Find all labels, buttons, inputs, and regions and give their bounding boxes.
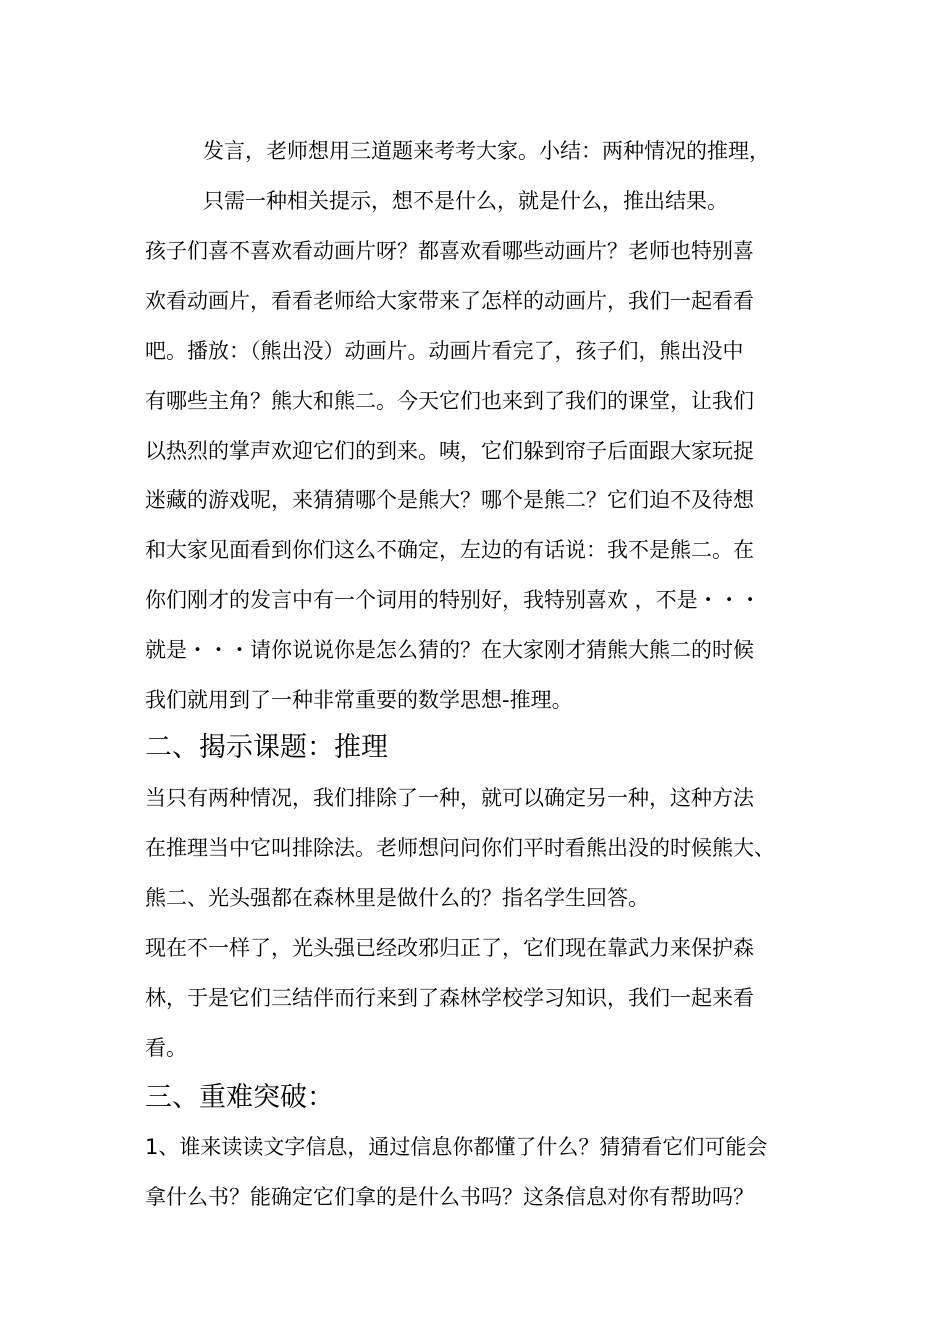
intro-line-1: 发言，老师想用三道题来考考大家。小结：两种情况的推理，: [203, 139, 770, 163]
paragraph-line: 在推理当中它叫排除法。老师想问问你们平时看熊出没的时候熊大、: [145, 836, 775, 860]
paragraph-line: 以热烈的掌声欢迎它们的到来。咦，它们躲到帘子后面跟大家玩捉: [145, 439, 754, 463]
paragraph-line: 你们刚才的发言中有一个词用的特别好，我特别喜欢 ，不是・・・: [145, 588, 761, 612]
paragraph-line: 迷藏的游戏呢，来猜猜哪个是熊大？哪个是熊二？它们迫不及待想: [145, 488, 754, 512]
paragraph-line: 欢看动画片，看看老师给大家带来了怎样的动画片，我们一起看看: [145, 289, 754, 313]
paragraph-line: 当只有两种情况，我们排除了一种，就可以确定另一种，这种方法: [145, 786, 754, 810]
paragraph-line: 熊二、光头强都在森林里是做什么的？指名学生回答。: [145, 886, 649, 910]
section-heading-3: 三、重难突破：: [145, 1082, 334, 1113]
paragraph-line: 和大家见面看到你们这么不确定，左边的有话说：我不是熊二。在: [145, 538, 754, 562]
paragraph-line: 我们就用到了一种非常重要的数学思想-推理。: [145, 688, 573, 712]
paragraph-line: 有哪些主角？熊大和熊二。今天它们也来到了我们的课堂，让我们: [145, 389, 754, 413]
paragraph-line: 现在不一样了，光头强已经改邪归正了，它们现在靠武力来保护森: [145, 936, 754, 960]
paragraph-line: 就是・・・请你说说你是怎么猜的？在大家刚才猜熊大熊二的时候: [145, 638, 754, 662]
paragraph-line: 拿什么书？能确定它们拿的是什么书吗？这条信息对你有帮助吗？: [145, 1185, 754, 1209]
paragraph-line: 孩子们喜不喜欢看动画片呀？都喜欢看哪些动画片？老师也特别喜: [145, 239, 754, 263]
paragraph-line: 吧。播放：（熊出没）动画片。动画片看完了，孩子们，熊出没中: [145, 339, 744, 363]
paragraph-line: 1、谁来读读文字信息，通过信息你都懂了什么？猜猜看它们可能会: [145, 1135, 768, 1159]
intro-line-2: 只需一种相关提示，想不是什么，就是什么，推出结果。: [203, 189, 728, 213]
paragraph-line: 看。: [145, 1036, 187, 1060]
paragraph-line: 林，于是它们三结伴而行来到了森林学校学习知识，我们一起来看: [145, 986, 754, 1010]
section-heading-2: 二、揭示课题：推理: [145, 732, 388, 763]
